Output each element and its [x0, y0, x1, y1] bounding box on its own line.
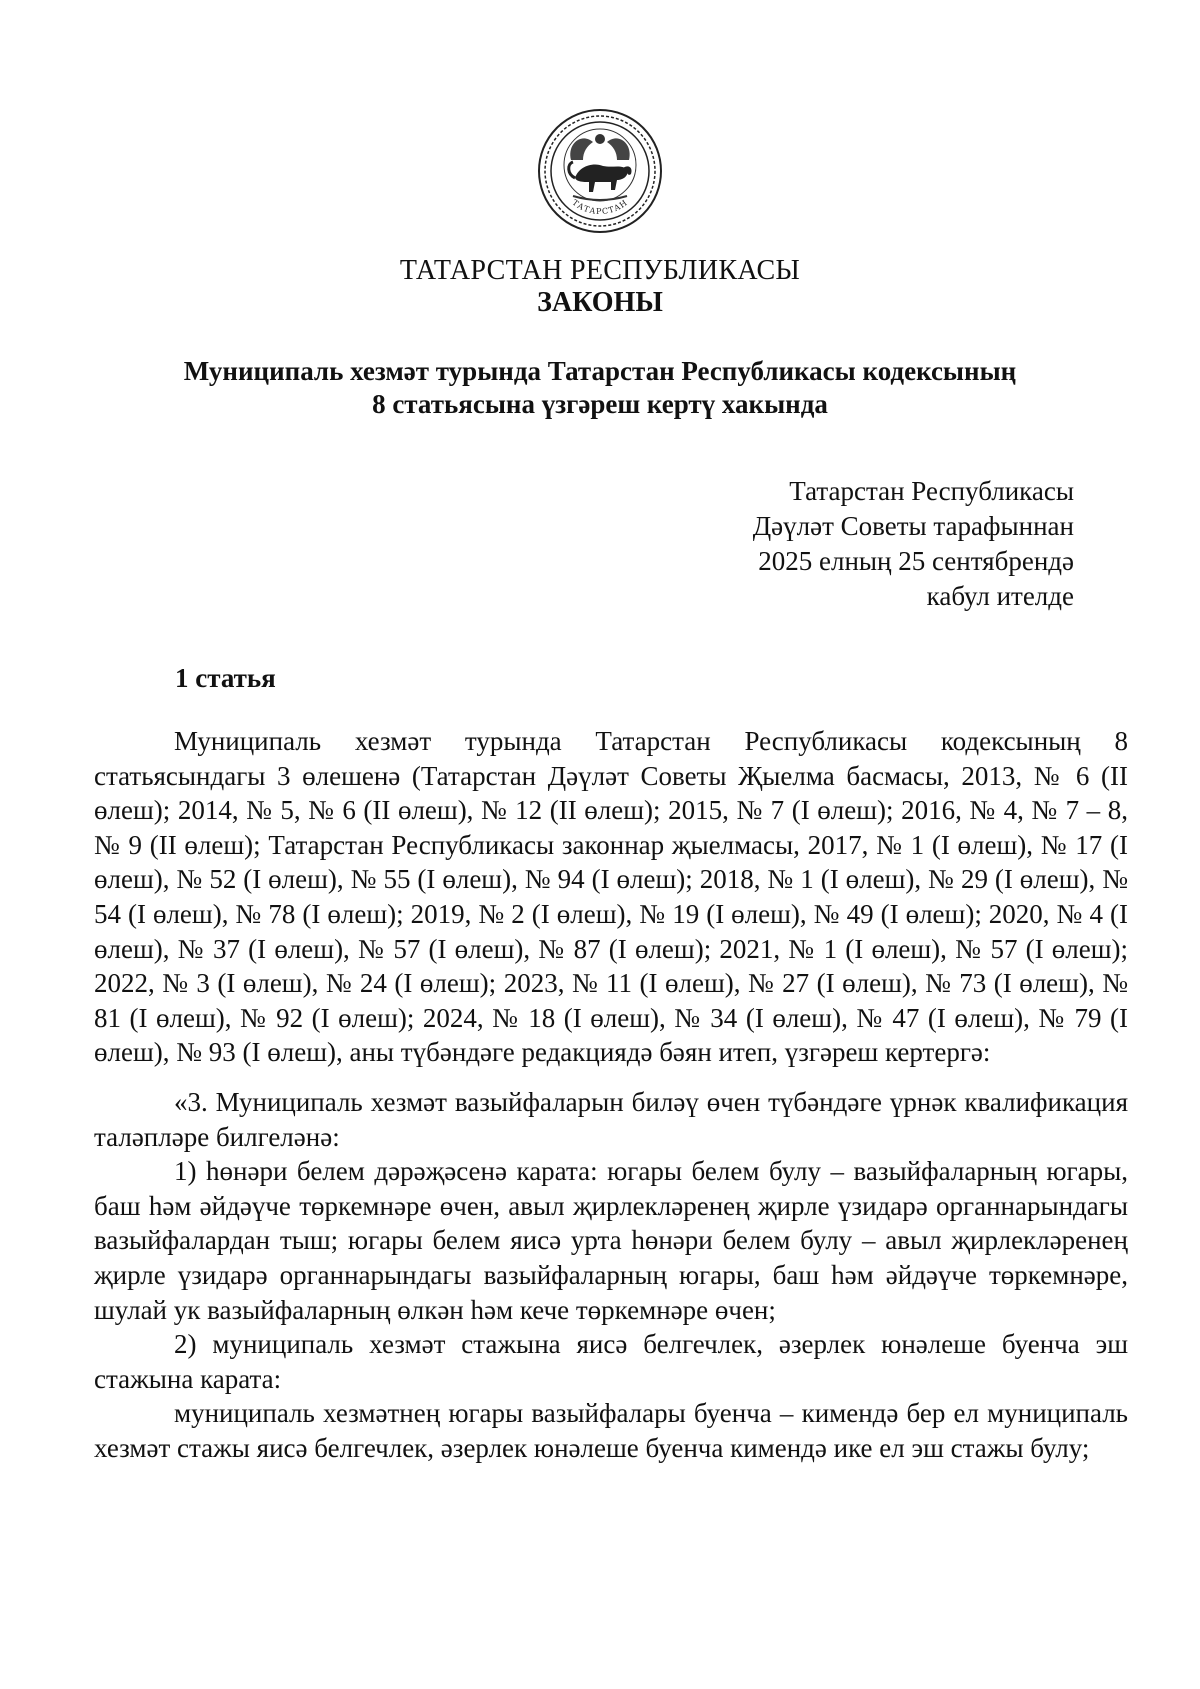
- republic-name: ТАТАРСТАН РЕСПУБЛИКАСЫ: [399, 255, 801, 286]
- amendment-item-2: 2) муниципаль хезмәт стажына яисә белгечлек, әзерлек юнәлеше буенча эш стажына карата:: [94, 1329, 1128, 1394]
- law-title-line2: 8 статьясына үзгәреш кертү хакында: [372, 389, 828, 419]
- adoption-line3: 2025 елның 25 сентябрендә: [758, 546, 1074, 576]
- article-intro-block: [94, 724, 1128, 1070]
- adoption-line4: кабул ителде: [926, 581, 1074, 611]
- article-amendment-block: [94, 1085, 1128, 1466]
- adoption-line2: Дәүләт Советы тарафыннан: [752, 511, 1074, 541]
- amendment-item-2-sub: муниципаль хезмәтнең югары вазыйфалары буенча – кимендә бер ел муниципаль хезмәт стажы яисә белгечлек, әзерлек юнәлеше буенча кимендә ике ел эш стажы булу;: [94, 1398, 1128, 1463]
- law-label: ЗАКОНЫ: [537, 287, 663, 318]
- amendment-item-1: 1) һөнәри белем дәрәҗәсенә карата: югары белем булу – вазыйфаларның югары, баш һәм әйдәүче төркемнәре өчен, авыл җирлекләренең җирле үзидарә органнарындагы вазыйфалардан тыш; югары белем яисә урта һөнәри белем булу – авыл җирлекләренең җирле үзидарә органнарындагы вазыйфаларның югары, баш һәм әйдәүче төркемнәре, шулай ук вазыйфаларның өлкән һәм кече төркемнәре өчен;: [94, 1156, 1128, 1325]
- emblem-inscription: ТАТАРСТАН: [570, 197, 630, 217]
- law-title-line1: Муниципаль хезмәт турында Татарстан Республикасы кодексының: [183, 356, 1017, 386]
- article-intro-paragraph: Муниципаль хезмәт турында Татарстан Республикасы кодексының 8 статьясындагы 3 өлешенә (Татарстан Дәүләт Советы Җыелма басмасы, 2013, № 6 (II өлеш); 2014, № 5, № 6 (II өлеш), № 12 (II өлеш); 2015, № 7 (I өлеш); 2016, № 4, № 7 – 8, № 9 (II өлеш); Татарстан Республикасы законнар җыелмасы, 2017, № 1 (I өлеш), № 17 (I өлеш), № 52 (I өлеш), № 55 (I өлеш), № 94 (I өлеш); 2018, № 1 (I өлеш), № 29 (I өлеш), № 54 (I өлеш), № 78 (I өлеш); 2019, № 2 (I өлеш), № 19 (I өлеш), № 49 (I өлеш); 2020, № 4 (I өлеш), № 37 (I өлеш), № 57 (I өлеш), № 87 (I өлеш); 2021, № 1 (I өлеш), № 57 (I өлеш); 2022, № 3 (I өлеш), № 24 (I өлеш); 2023, № 11 (I өлеш), № 27 (I өлеш), № 73 (I өлеш), № 81 (I өлеш), № 92 (I өлеш); 2024, № 18 (I өлеш), № 34 (I өлеш), № 47 (I өлеш), № 79 (I өлеш), № 93 (I өлеш), аны түбәндәге редакциядә бәян итеп, үзгәреш кертергә:: [94, 726, 1128, 1068]
- adoption-line1: Татарстан Республикасы: [789, 476, 1074, 506]
- law-title: [0, 355, 1200, 421]
- coat-of-arms-emblem: [537, 108, 663, 234]
- adoption-note: [753, 474, 1074, 614]
- amendment-intro-paragraph: «3. Муниципаль хезмәт вазыйфаларын биләү өчен түбәндәге үрнәк квалификация таләпләре билгеләнә:: [94, 1087, 1128, 1152]
- article-title: 1 статья: [175, 663, 276, 693]
